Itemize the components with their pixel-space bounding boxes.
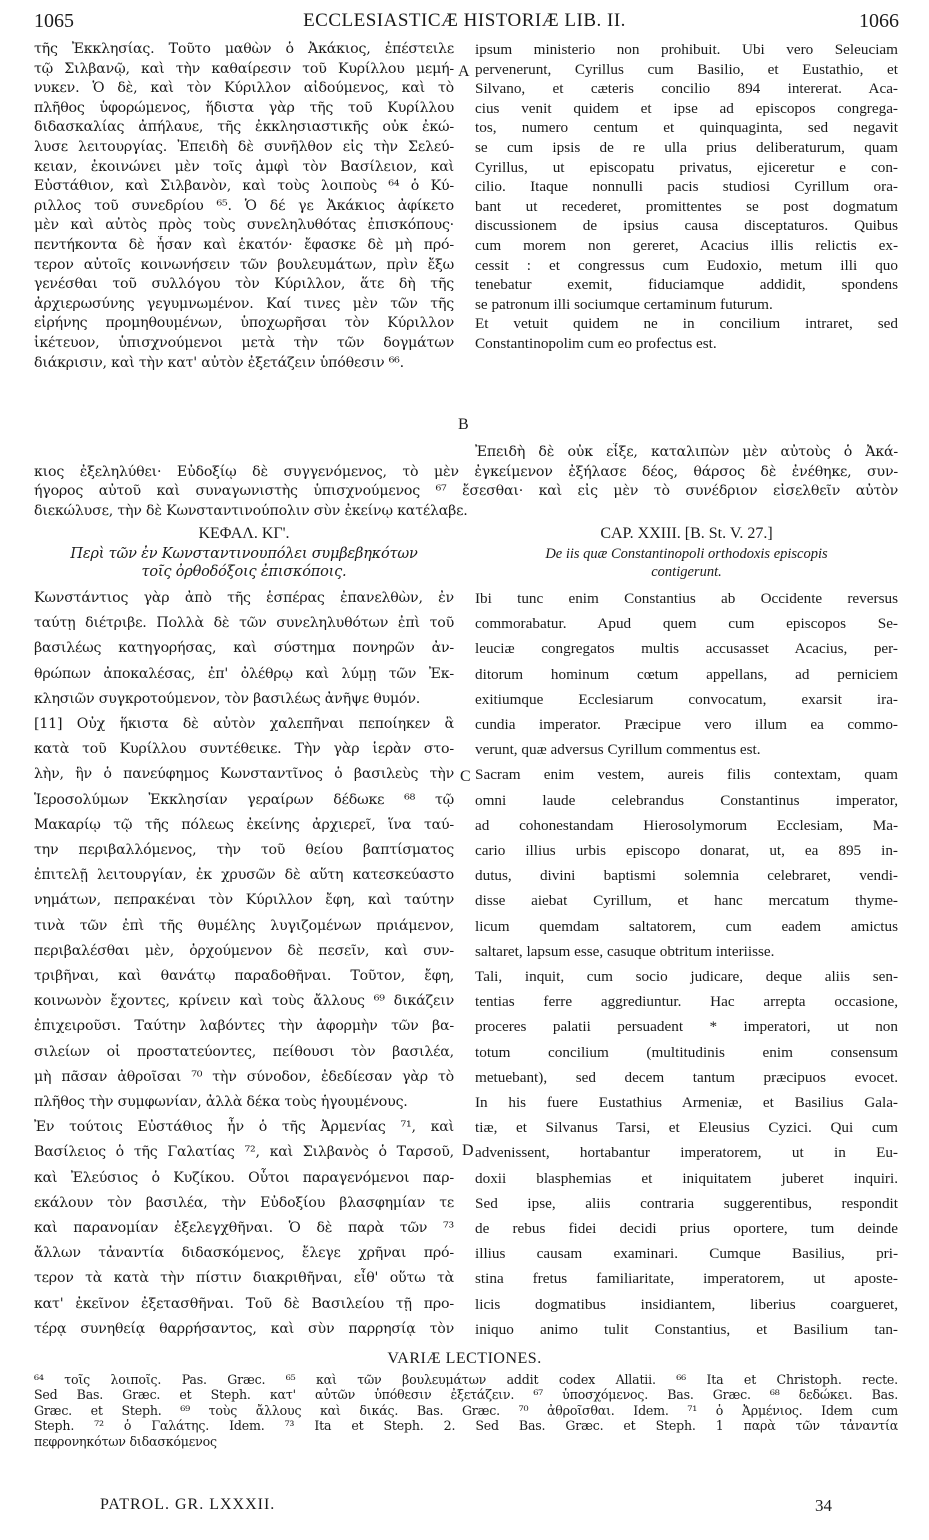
- text-line: se cum ipsis de re ulla prius deliberaturum, quam: [475, 138, 898, 156]
- text-line: τερον τὰ κατὰ τὴν πίστιν διακριθῆναι, εἶθ' οὕτω τὰ: [34, 1270, 454, 1287]
- text-line: κιος ἐξεληλύθει· Εὐδοξίῳ δὲ συγγενόμενος, τὸ μὲν ἐγκείμενον ἐξήλασε δέος, θάρσος δὲ ἐνέθηκε, συν-: [34, 463, 898, 480]
- text-line: καὶ παρανομίαν ἐξελεγχθῆναι. Ὁ δὲ παρὰ τῶν ⁷³: [34, 1220, 454, 1237]
- text-line: disse aiebat Cyrillum, et hanc mercatum thyme-: [475, 892, 898, 910]
- text-line: τῷ Σιλβανῷ, καὶ τὴν καθαίρεσιν τοῦ Κυρίλλου μεμή-: [34, 60, 454, 77]
- variant-note-line: Sed Bas. Græc. et Steph. κατ' αὐτῶν ὑπόθεσιν ἐξετάζειν. ⁶⁷ ὑποσχόμενος. Bas. Græc. ⁶⁸ δεδώκει. Bas.: [34, 1387, 898, 1403]
- text-line: pervenerunt, Cyrillus cum Basilio, et Eustathio, et: [475, 60, 898, 78]
- text-line: την περιβαλλόμενος, τὴν τοῦ θείου βαπτίσματος: [34, 842, 454, 859]
- latin-column-upper: [475, 40, 898, 354]
- text-line: λυσε λειτουργίας. Ἐπειδὴ δὲ συνῆλθον εἰς τὴν Σελεύ-: [34, 138, 454, 155]
- text-line: θρώπων ἀποκαλέσας, ἐπ' ὀλέθρῳ καὶ λύμῃ τῶν Ἐκ-: [34, 665, 454, 682]
- text-line: cario illius urbis episcopo donarat, ut, ea 895 in-: [475, 842, 898, 860]
- text-line: verunt, quæ adversus Cyrillum commentus est.: [475, 741, 761, 759]
- margin-letter-c: C: [460, 768, 471, 785]
- text-line: cessit : et congressus cum Eudoxio, metum illi quo: [475, 256, 898, 274]
- text-line: τριβῆναι, καὶ θανάτῳ παραδοθῆναι. Τοῦτον, ἔφη,: [34, 968, 454, 985]
- text-line: ταύτῃ διέτριβε. Πολλὰ δὲ τῶν συνεληλυθότων ἐπὶ τοῦ: [34, 615, 454, 632]
- text-line: exitiumque Ecclesiarum convocatum, exarsit ira-: [475, 690, 898, 708]
- text-line: commorabatur. Apud quem cum episcopos Se-: [475, 615, 898, 633]
- footer-series: PATROL. GR. LXXXII.: [100, 1496, 276, 1513]
- chapter-heading-greek: ΚΕΦΑΛ. ΚΓ'.: [198, 525, 290, 542]
- text-line: διδασκαλίας ἀπήλαυε, τῆς ἐκκλησιαστικῆς οὐκ ἐκώ-: [34, 119, 454, 136]
- variant-note-line: Steph. ⁷² ὁ Γαλάτης. Idem. ⁷³ Ita et Steph. 2. Sed Bas. Græc. et Steph. 1 παρὰ τῶν τἀναντία: [34, 1418, 898, 1434]
- text-line: In his fuere Eustathius Armeniæ, et Basilius Gala-: [475, 1094, 898, 1112]
- variae-lectiones-title: VARIÆ LECTIONES.: [387, 1350, 542, 1367]
- text-line: Κωνστάντιος γὰρ ἀπὸ τῆς ἑσπέρας ἐπανελθὼν, ἐν: [34, 590, 454, 606]
- chapter-subtitle-latin-2: contigerunt.: [651, 564, 722, 580]
- text-line: ad cohonestandam Hierosolymorum Ecclesiam, Ma-: [475, 816, 898, 834]
- greek-column-upper: [34, 40, 454, 373]
- text-line: tenebatur exemit, fiduciamque addidit, spondens: [475, 276, 898, 294]
- text-line: τινὰ τῶν ἐπὶ τῆς θυμέλης λυγιζομένων πριάμενον,: [34, 917, 454, 934]
- latin-column-lower: [475, 586, 898, 1342]
- text-line: ἀρχιερωσύνης γεγυμνωμένον. Καί τινες μὲν τῶν τῆς: [34, 295, 454, 312]
- text-line: cum morem non gereret, Acacius illis relictis ex-: [475, 236, 898, 254]
- chapter-subtitle-latin-1: De iis quæ Constantinopoli orthodoxis episcopis: [545, 546, 828, 562]
- text-line: tos, numero centum et quinquaginta, sed negavit: [475, 119, 898, 137]
- text-line: cius venit quidem et ipse ad episcopos congrega-: [475, 99, 898, 117]
- text-line: σιλείων οἱ προστατεύοντες, πείθουσι τὸν βασιλέα,: [34, 1043, 454, 1060]
- text-line: licum quemdam saltatorem, cum eadem amictus: [475, 917, 898, 935]
- text-line: Et vetuit quidem ne in concilium intraret, sed: [475, 315, 898, 333]
- text-line: Ἐν τούτοις Εὐστάθιος ἦν ὁ τῆς Ἀρμενίας ⁷¹, καὶ: [34, 1119, 454, 1136]
- text-line: ἐπιχειροῦσι. Ταύτην λαβόντες τὴν ἀφορμὴν τῶν βα-: [34, 1018, 454, 1035]
- text-line: proceres palatii persuadent * imperatori, ut non: [475, 1018, 898, 1036]
- text-line: γενέσθαι τοῦ συλλόγου τὸν Κύριλλον, ἅτε δὴ τῆς: [34, 276, 454, 293]
- text-line: βασιλέως κατηγορήσας, καὶ σύστημα πονηρῶν ἀν-: [34, 640, 454, 657]
- chapter-heading-latin: CAP. XXIII. [B. St. V. 27.]: [600, 525, 773, 542]
- text-line: tentias ferre aggrediuntur. Hac arrepta occasione,: [475, 993, 898, 1011]
- text-line: metuebant), sed decem tantum præcipuos evocet.: [475, 1068, 898, 1086]
- text-line: saltaret, lapsum esse, casuque obtritum interiisse.: [475, 942, 775, 960]
- text-line: διεκώλυσε, τὴν δὲ Κωνσταντινούπολιν σὺν ἐκείνῳ κατέλαβε.: [34, 502, 468, 519]
- text-line: illius causam examinari. Cumque Basilius, pri-: [475, 1245, 898, 1263]
- text-line: [11] Οὐχ ἥκιστα δὲ αὐτὸν χαλεπῆναι πεποίηκεν ἃ: [34, 716, 454, 733]
- variant-note-line: Græc. et Steph. ⁶⁹ τοὺς ἄλλους καὶ δικάς. Bas. Græc. ⁷⁰ ἀθροῖσθαι. Idem. ⁷¹ ὁ Ἀρμένιος. Idem cum: [34, 1402, 898, 1418]
- text-line: εἰρήνης προμηθουμένων, ὑποχωρῆσαι τὸν Κύριλλον: [34, 315, 454, 332]
- text-line: καὶ Ἐλεύσιος ὁ Κυζίκου. Οὗτοι παραγενόμενοι παρ-: [34, 1169, 454, 1186]
- text-line: totum concilium (multitudinis enim consensum: [475, 1043, 898, 1061]
- text-line: κατὰ τοῦ Κυρίλλου συντέθεικε. Τὴν γὰρ ἱερὰν στο-: [34, 741, 454, 758]
- text-line: περιβαλέσθαι μὲν, ὀρχούμενον δὲ πεσεῖν, καὶ συν-: [34, 942, 454, 959]
- text-line: κατ' ἐκεῖνον ἐξετασθῆναι. Τοῦ δὲ Βασιλείου τῇ προ-: [34, 1295, 454, 1312]
- text-line: ριλλος τοῦ συνεδρίου ⁶⁵. Ὁ δέ γε Ἀκάκιος ἀφίκετο: [34, 197, 454, 214]
- text-line: ήγορος αὐτοῦ καὶ συναγωνιστὴς ὑπισχνούμενος ⁶⁷ ἔσεσθαι· καὶ εἰς μὲν τὸ συνέδριον εἰσελθεῖν αὐτὸν: [34, 483, 898, 500]
- text-line: μὴ πᾶσαν ἀθροῖσαι ⁷⁰ τὴν σύνοδον, ἐδεδίεσαν γὰρ τὸ: [34, 1068, 454, 1085]
- margin-letter-b: B: [458, 416, 469, 433]
- text-line: ἐπιτελῇ λειτουργίαν, ἐκ χρυσῶν δὲ αὕτη κατεσκεύαστο: [34, 867, 454, 884]
- text-line: Sacram enim vestem, aureis filis contextam, quam: [475, 766, 898, 784]
- text-line: τέρᾳ συνηθείᾳ θαρρήσαντος, καὶ σὺν παρρησίᾳ τὸν: [34, 1320, 454, 1337]
- text-line: τερον αὐτοῖς κοινωνήσειν τῶν βουλευμάτων, πρὶν ἔξω: [34, 256, 454, 273]
- page-number-right: 1066: [859, 10, 899, 32]
- text-line: doxii blasphemias et iniquitatem juberet inquiri.: [475, 1169, 898, 1187]
- text-line: πλῆθος τὴν συμφωνίαν, ἀλλὰ δέκα τοὺς ἡγουμένους.: [34, 1094, 408, 1111]
- footer-signature: 34: [815, 1496, 832, 1515]
- text-line: dutus, divini baptismi solemnia celebraret, vendi-: [475, 867, 898, 885]
- text-line: Ἐπειδὴ δὲ οὐκ εἶξε, καταλιπὼν μὲν αὐτοὺς ὁ Ἀκά-: [475, 444, 898, 460]
- text-line: κειαν, ἐκοινώνει μὲν τοῖς ἀμφὶ τὸν Βασίλειον, καὶ: [34, 158, 454, 175]
- greek-full-width-passage: [34, 443, 898, 521]
- text-line: leuciæ congregatos multis accusasset Acacius, per-: [475, 640, 898, 658]
- text-line: se patronum illi sociumque certaminum futurum.: [475, 295, 773, 313]
- text-line: κοινωνὸν ἔχοντες, κρίνειν καὶ τοὺς ἄλλους ⁶⁹ δικάζειν: [34, 993, 454, 1010]
- text-line: Ibi tunc enim Constantius ab Occidente reversus: [475, 590, 898, 607]
- text-line: ditorum hominum cœtum appellans, ad perniciem: [475, 665, 898, 683]
- variae-lectiones-notes: [34, 1372, 898, 1449]
- text-line: omni laude celebrandus Constantinus imperator,: [475, 791, 898, 809]
- text-line: Εὐστάθιον, καὶ Σιλβανὸν, καὶ τοὺς λοιποὺς ⁶⁴ ὁ Κύ-: [34, 178, 454, 195]
- text-line: ἄλλων τἀναντία διδασκόμενος, ἔλεγε χρῆναι πρό-: [34, 1245, 454, 1262]
- text-line: ἱκέτευον, ὑπισχνούμενοι μετὰ τὴν τῶν δογμάτων: [34, 334, 454, 351]
- text-line: λὴν, ἣν ὁ πανεύφημος Κωνσταντῖνος ὁ βασιλεὺς τὴν: [34, 766, 454, 783]
- text-line: Ἱεροσολύμων Ἐκκλησίαν γεραίρων δέδωκε ⁶⁸ τῷ: [34, 791, 454, 808]
- chapter-subtitle-greek-2: τοῖς ὀρθοδόξοις ἐπισκόποις.: [141, 564, 347, 580]
- text-line: νημάτων, πεπρακέναι τὸν Κύριλλον ἔφη, καὶ ταύτην: [34, 892, 454, 909]
- text-line: cundia imperator. Præcipue vero illum ea commo-: [475, 716, 898, 734]
- text-line: Βασίλειος ὁ τῆς Γαλατίας ⁷², καὶ Σιλβανὸς ὁ Ταρσοῦ,: [34, 1144, 454, 1161]
- text-line: ipsum ministerio non prohibuit. Ubi vero Seleuciam: [475, 41, 898, 58]
- text-line: discussionem de ipsius causa disceptaturos. Quibus: [475, 217, 898, 235]
- margin-letter-a: A: [458, 63, 470, 80]
- text-line: Μακαρίῳ τῷ τῆς πόλεως ἐκείνης ἀρχιερεῖ, ἵνα ταύ-: [34, 816, 454, 833]
- text-line: bant ut recederet, promittentes se post dogmatum: [475, 197, 898, 215]
- text-line: de rebus fidei decidi prius oportere, tum deinde: [475, 1220, 898, 1238]
- text-line: Sed ipse, aliis contraria suggerentibus, respondit: [475, 1194, 898, 1212]
- variant-note-line: ⁶⁴ τοῖς λοιποῖς. Pas. Græc. ⁶⁵ καὶ τῶν βουλευμάτων addit codex Allatii. ⁶⁶ Ita et Christoph. recte.: [34, 1372, 898, 1387]
- chapter-subtitle-greek-1: Περὶ τῶν ἐν Κωνσταντινουπόλει συμβεβηκότων: [70, 546, 418, 562]
- page-number-left: 1065: [34, 10, 74, 32]
- text-line: stina fretus familiaritate, imperatorem, ut aposte-: [475, 1270, 898, 1288]
- text-line: Silvano, et cæteris concilio 894 intererat. Aca-: [475, 80, 898, 98]
- variant-note-line: πεφρονηκότων διδασκόμενος: [34, 1433, 217, 1449]
- text-line: advenissent, hortabantur imperatorem, ut in Eu-: [475, 1144, 898, 1162]
- text-line: διάκρισιν, καὶ τὴν κατ' αὐτὸν ἐξετάζειν ὑπόθεσιν ⁶⁶.: [34, 354, 404, 371]
- text-line: πεντήκοντα δὲ ἦσαν καὶ ἑκατόν· ἔφασκε δὲ μὴ πρό-: [34, 236, 454, 253]
- text-line: νυκεν. Ὁ δὲ, καὶ τὸν Κύριλλον αἰδούμενος, καὶ τὸ: [34, 80, 454, 97]
- text-line: iniquo animo tulit Constantius, et Basilium tan-: [475, 1320, 898, 1338]
- greek-column-lower: [34, 586, 454, 1342]
- text-line: τῆς Ἐκκλησίας. Τοῦτο μαθὼν ὁ Ἀκάκιος, ἐπέστειλε: [34, 41, 454, 57]
- text-line: μὲν καὶ αὐτὸς πρὸς τοὺς συνεληλυθότας ἐπισκόπους·: [34, 217, 454, 234]
- text-line: Constantinopolim cum eo profectus est.: [475, 334, 717, 352]
- text-line: κλησιῶν συγκροτούμενον, τὸν βασιλέως ἀνῆψε θυμόν.: [34, 690, 421, 707]
- running-header: [0, 6, 929, 36]
- text-line: Cyrillus, ut episcopatu privatus, ejiceretur e con-: [475, 158, 898, 176]
- running-title: ECCLESIASTICÆ HISTORIÆ LIB. II.: [303, 10, 626, 31]
- text-line: εκάλουν τὸν βασιλέα, τὴν Εὐδοξίου βλασφημίαν τε: [34, 1194, 454, 1211]
- margin-letter-d: D: [462, 1142, 474, 1159]
- text-line: πλῆθος ὑφορώμενος, ἥδιστα γὰρ τῆς τοῦ Κυρίλλου: [34, 99, 454, 116]
- text-line: licis dogmatibus insidiantem, liberius coargueret,: [475, 1295, 898, 1313]
- text-line: Tali, inquit, cum socio judicare, deque aliis sen-: [475, 968, 898, 986]
- text-line: cilio. Itaque nonnulli pacis studiosi Cyrillum ora-: [475, 178, 898, 196]
- text-line: tiæ, et Silvanus Tarsi, et Eleusius Cyzici. Qui cum: [475, 1119, 898, 1137]
